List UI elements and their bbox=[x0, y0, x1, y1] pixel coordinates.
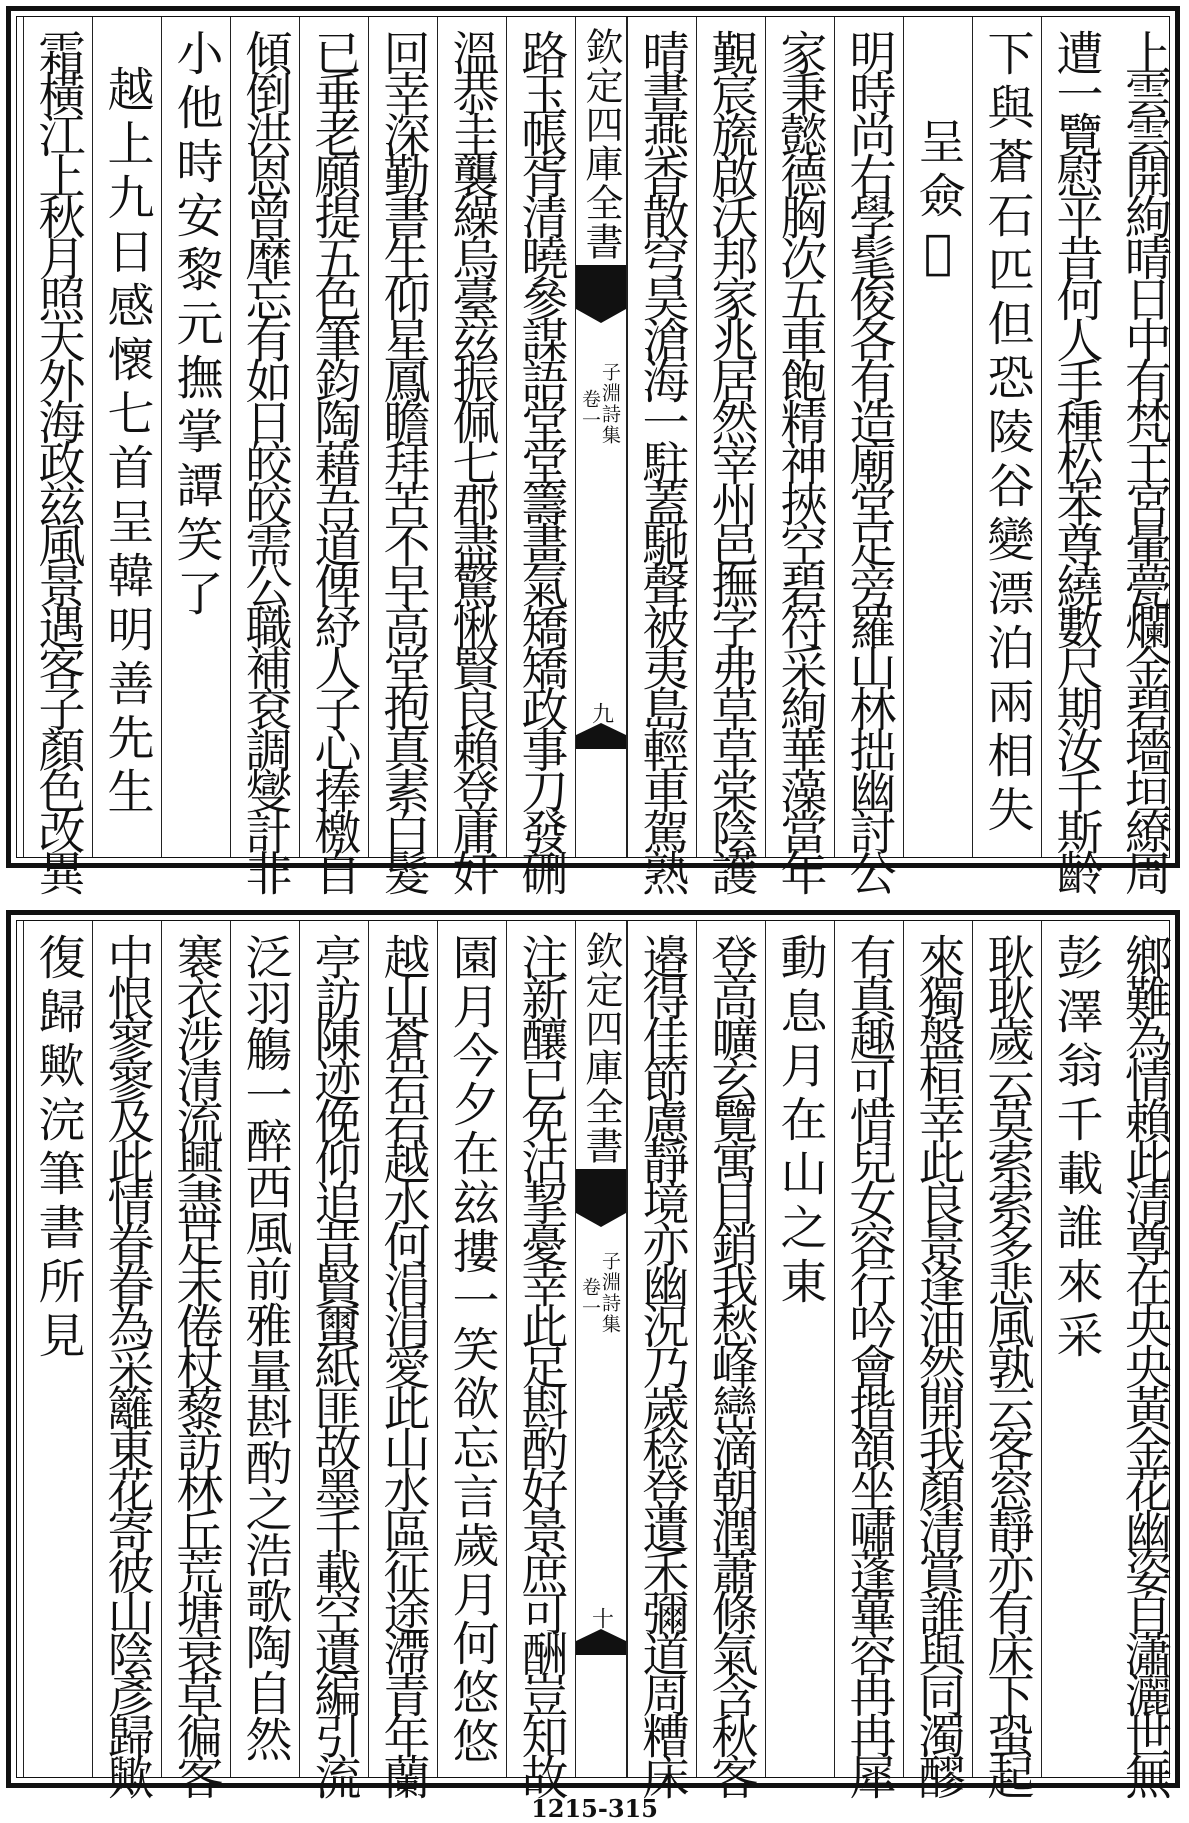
collection-header: 欽定四庫全書 bbox=[579, 931, 623, 1165]
column-text: 亭訪陳迹俛仰追昔賢蠒紙匪故墨千載空遺編引流 bbox=[306, 933, 362, 1794]
column-text: 有真趣可惜兒女容行吟會揩頷坐嘯蓬蓽容冉冉犀 bbox=[841, 933, 897, 1794]
text-column bbox=[92, 17, 161, 857]
column-text: 登高曠玄覽寓目銷我愁峰巒滴朝潤蕭條氣含秋客 bbox=[703, 933, 759, 1794]
column-text: 回幸深勤書生仰星鳳瞻拜苦不早高堂抱真素白髮 bbox=[375, 29, 431, 890]
text-column bbox=[765, 17, 834, 890]
collection-header: 欽定四庫全書 bbox=[579, 27, 623, 261]
book-title: 子淵詩集 bbox=[599, 1251, 621, 1335]
column-text: 下與蒼石匹但恐陵谷變漂泊兩相失 bbox=[979, 29, 1035, 839]
column-text: 園月今夕在玆摟一笑欲忘言歲月何悠悠 bbox=[444, 933, 500, 1766]
text-column bbox=[972, 17, 1041, 857]
fishtail-ornament bbox=[576, 1169, 626, 1213]
text-column bbox=[92, 921, 161, 1794]
text-column bbox=[230, 921, 299, 1777]
text-column bbox=[299, 17, 368, 890]
column-text: 越山蒼岩岩越水何涓涓愛此山水區征途滯青年蘭 bbox=[375, 933, 431, 1794]
fishtail-ornament bbox=[576, 265, 626, 309]
text-column bbox=[368, 921, 437, 1794]
text-column bbox=[1110, 921, 1179, 1794]
page-number: 十 bbox=[588, 1607, 614, 1629]
column-text: 鄉難為情賴此清尊在央央黃金花幽姿自瀟灑世無 bbox=[1117, 933, 1172, 1794]
text-column bbox=[506, 921, 575, 1794]
column-text: 褰衣涉清流興盡足未倦杖藜訪林丘荒塘衰草徧客 bbox=[168, 933, 224, 1794]
text-column bbox=[834, 17, 903, 890]
text-column bbox=[23, 921, 92, 1777]
column-text: 明時尚右學髦俊各有造廟堂足旁羅山林拙幽討公 bbox=[841, 29, 897, 890]
book-title: 子淵詩集 bbox=[599, 362, 621, 446]
column-text: 霜橫江上秋月照天外海政玆風景遇客子顏色改異 bbox=[30, 29, 86, 890]
bottom-leaf-frame bbox=[16, 920, 1172, 1794]
text-column bbox=[972, 921, 1041, 1794]
text-column bbox=[161, 17, 230, 857]
text-column bbox=[23, 17, 92, 890]
text-column bbox=[903, 921, 972, 1794]
top-leaf-frame bbox=[16, 16, 1172, 890]
text-column bbox=[627, 17, 696, 890]
column-text: 小他時安黎元撫掌譚笑了 bbox=[168, 29, 224, 623]
text-column bbox=[299, 921, 368, 1794]
text-column bbox=[161, 921, 230, 1794]
text-column bbox=[1041, 17, 1110, 890]
column-text: 家秉懿德胸次五車飽精神挾空碧符采絢華藻當年 bbox=[772, 29, 828, 890]
juan-number: 卷一 bbox=[579, 1277, 601, 1319]
center-fold bbox=[575, 921, 627, 1777]
top-leaf-columns bbox=[17, 17, 1172, 890]
fishtail-ornament bbox=[576, 735, 626, 749]
page-code: 1215-315 bbox=[531, 1794, 658, 1823]
column-text: 傾倒洪恩曾靡忘有如日皎皎需公職補袞調燮計非 bbox=[237, 29, 293, 890]
text-column bbox=[506, 17, 575, 890]
text-column bbox=[834, 921, 903, 1794]
bottom-leaf-columns bbox=[17, 921, 1172, 1794]
bottom-leaf bbox=[6, 910, 1180, 1794]
column-text: 來獨盤桓幸此良景逢油然開我顏清賞誰與同濁醪 bbox=[910, 933, 966, 1794]
text-column bbox=[437, 17, 506, 890]
column-text: 復歸歟浣筆書所見 bbox=[30, 933, 86, 1365]
text-column bbox=[1041, 921, 1110, 1777]
column-text: 耿耿歲云莫索索多悲風孰云客窓靜亦有床下蛩起 bbox=[979, 933, 1035, 1794]
juan-number: 卷一 bbox=[579, 389, 601, 431]
text-column bbox=[230, 17, 299, 890]
text-column bbox=[765, 921, 834, 1777]
text-column bbox=[696, 17, 765, 890]
column-text: 動息月在山之東 bbox=[772, 933, 828, 1311]
text-column bbox=[696, 921, 765, 1794]
text-column bbox=[368, 17, 437, 890]
top-leaf bbox=[6, 6, 1180, 890]
column-text: 泛羽觴一醉西風前雅量斟酌之浩歌陶自然 bbox=[237, 933, 293, 1761]
poem-title: 越上九日感懷七首呈韓明善先生 bbox=[99, 65, 155, 821]
column-text: 晴晝燕香散穹昊滄海一駐蓋馳聲被夷島輕車駕熟 bbox=[634, 29, 690, 890]
column-text: 彭澤翁千載誰來采 bbox=[1048, 933, 1104, 1365]
column-text: 覲宸旒啟沃邦家兆居然宰州邑撫字弗草草棠陰護 bbox=[703, 29, 759, 890]
column-text: 溫恭圭襲繰烏臺玆振佩七郡盡驚愀賢良賴登庸奸 bbox=[444, 29, 500, 890]
text-column bbox=[627, 921, 696, 1794]
column-heading: 呈僉𢃄 bbox=[910, 117, 966, 287]
text-column bbox=[1110, 17, 1179, 890]
column-text: 注新釀已免沽挈憂幸此足斟酌好景庶可酬豈知故 bbox=[513, 933, 569, 1794]
center-fold bbox=[575, 17, 627, 857]
fishtail-ornament bbox=[576, 1641, 626, 1655]
page-number: 九 bbox=[588, 702, 614, 724]
column-text: 已垂老願提五色筆鈞陶藉吾道俾紓人子心捧檄自 bbox=[306, 29, 362, 890]
column-text: 遭一覽慰平昔何人手種松苯尊繞數尺期汝千斯齡 bbox=[1048, 29, 1104, 890]
text-column bbox=[903, 17, 972, 857]
text-column bbox=[437, 921, 506, 1777]
column-text: 邉得佳節慮靜境亦幽況乃歲稔登遺禾彌道周糟床 bbox=[634, 933, 690, 1794]
column-text: 中恨寥寥及此情眷眷為采籬東花寄彼山陰彥歸歟 bbox=[99, 933, 155, 1794]
column-text: 路玉帳胥清曉參謀語堂堂籌畫氣矯矯政事刀發硎 bbox=[513, 29, 569, 890]
column-text: 上雲雲開絢晴日中有梵王宮暈甍爛金碧墻垣繚周 bbox=[1117, 29, 1172, 890]
